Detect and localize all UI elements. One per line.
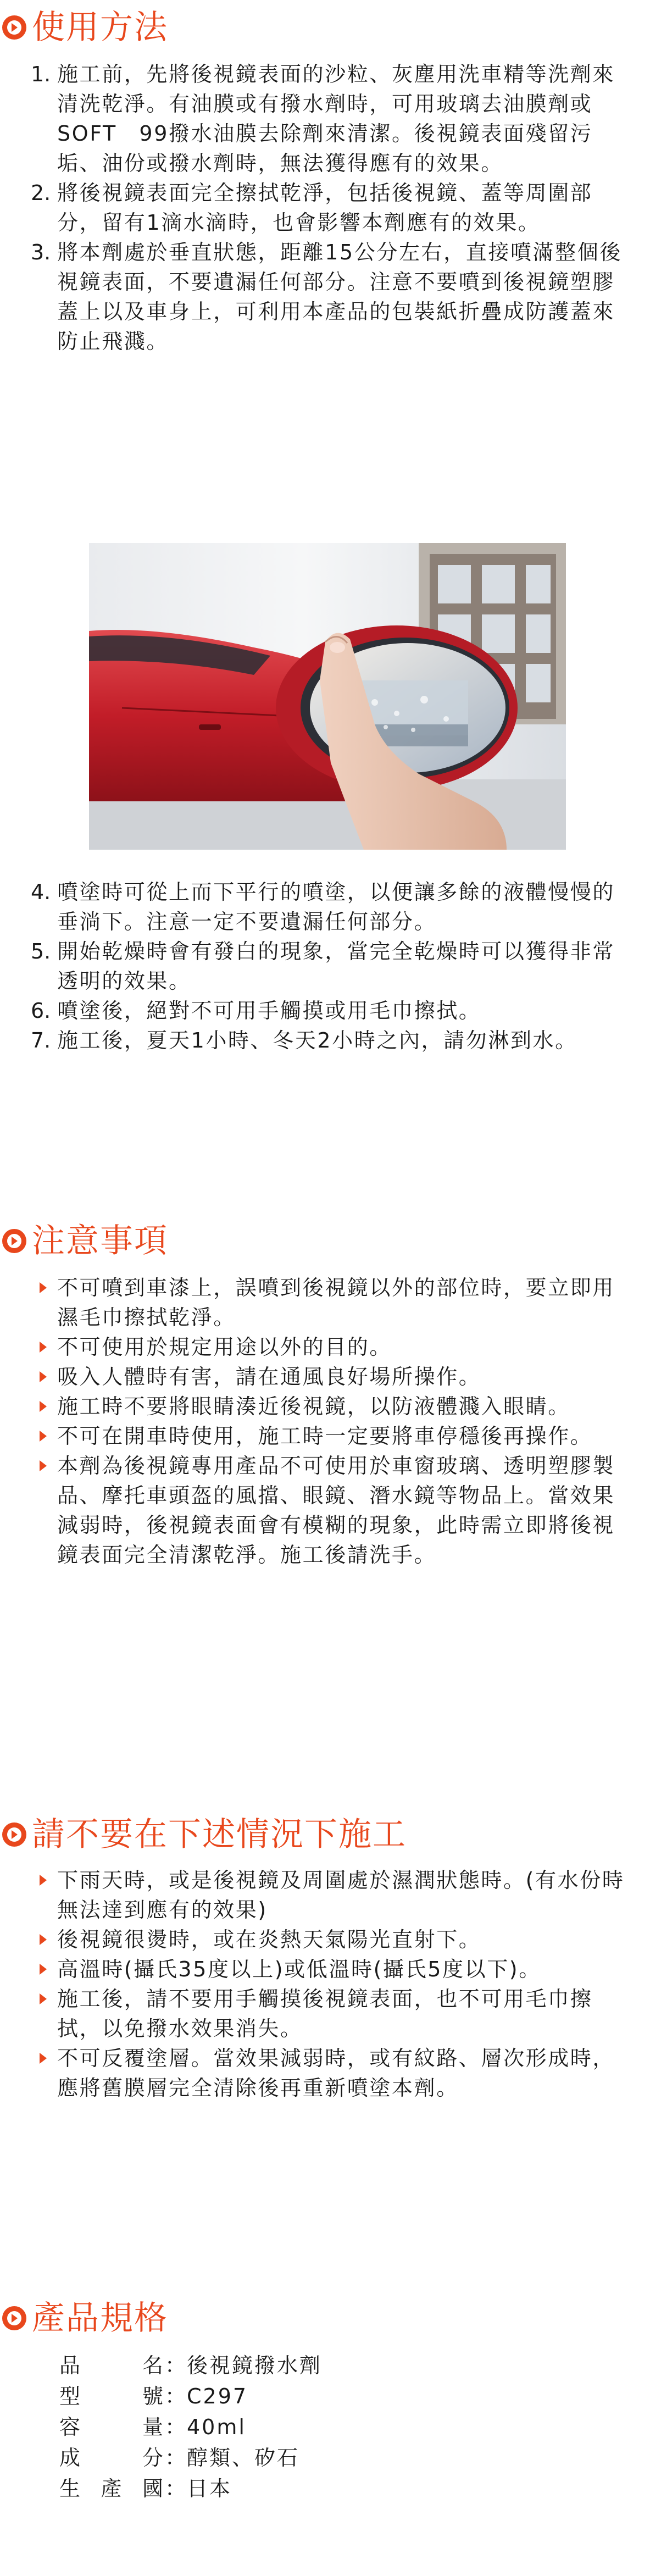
caution-item — [0, 1392, 629, 1421]
usage-step — [0, 877, 629, 937]
spec-row — [59, 2473, 322, 2504]
avoid-item — [0, 1984, 629, 2043]
step-text: 施工前，先將後視鏡表面的沙粒、灰塵用洗車精等洗劑來清洗乾淨。有油膜或有撥水劑時，可用玻璃去油膜劑或SOFT 99撥水油膜去除劑來清潔。後視鏡表面殘留污垢、油份或撥水劑時，無法獲得應有的效果。 — [57, 62, 615, 175]
product-application-photo — [89, 543, 566, 850]
step-number: 2. — [31, 181, 51, 205]
spec-row — [59, 2381, 322, 2412]
spec-row — [59, 2412, 322, 2442]
usage-step — [0, 937, 629, 996]
step-number: 5. — [31, 939, 51, 963]
step-text: 施工後，夏天1小時、冬天2小時之內，請勿淋到水。 — [57, 1028, 577, 1052]
caution-item — [0, 1451, 629, 1570]
play-circle-icon — [2, 1822, 26, 1847]
play-circle-icon — [2, 15, 26, 40]
spec-colon: ： — [165, 2477, 188, 2501]
caution-title: 注意事項 — [32, 1222, 168, 1260]
spec-label: 型 號 — [59, 2384, 165, 2408]
step-text: 噴塗時可從上而下平行的噴塗，以便讓多餘的液體慢慢的垂淌下。注意一定不要遺漏任何部分。 — [57, 880, 615, 934]
caution-item-text: 不可在開車時使用，施工時一定要將車停穩後再操作。 — [57, 1424, 593, 1448]
spec-label: 成 分 — [59, 2446, 165, 2470]
spec-colon: ： — [165, 2353, 188, 2378]
spec-value: C297 — [187, 2384, 248, 2408]
triangle-bullet-icon — [40, 1964, 47, 1975]
spec-row — [59, 2350, 322, 2381]
caution-item-text: 不可噴到車漆上，誤噴到後視鏡以外的部位時，要立即用濕毛巾擦拭乾淨。 — [57, 1276, 615, 1329]
avoid-item-text: 後視鏡很燙時，或在炎熱天氣陽光直射下。 — [57, 1927, 481, 1952]
caution-item — [0, 1332, 629, 1362]
step-number: 7. — [31, 1028, 51, 1052]
usage-title: 使用方法 — [32, 8, 168, 47]
avoid-item — [0, 1954, 629, 1984]
avoid-title: 請不要在下述情況下施工 — [32, 1815, 407, 1854]
caution-item-text: 施工時不要將眼睛湊近後視鏡，以防液體濺入眼睛。 — [57, 1394, 570, 1419]
avoid-item-text: 不可反覆塗層。當效果減弱時，或有紋路、層次形成時，應將舊膜層完全清除後再重新噴塗本劑。 — [57, 2046, 615, 2100]
triangle-bullet-icon — [40, 1371, 47, 1382]
usage-step — [0, 996, 629, 1026]
step-text: 將後視鏡表面完全擦拭乾淨，包括後視鏡、蓋等周圍部分，留有1滴水滴時，也會影響本劑應有的效果。 — [57, 181, 593, 235]
usage-step — [0, 59, 629, 178]
spec-value: 後視鏡撥水劑 — [187, 2353, 323, 2378]
caution-item-text: 吸入人體時有害，請在通風良好場所操作。 — [57, 1365, 481, 1389]
spec-row — [59, 2442, 322, 2473]
spec-title: 產品規格 — [32, 2299, 168, 2337]
triangle-bullet-icon — [40, 1431, 47, 1442]
spec-label: 品 名 — [59, 2353, 165, 2378]
avoid-item — [0, 1925, 629, 1954]
avoid-item — [0, 2043, 629, 2103]
spec-heading — [2, 2295, 168, 2341]
caution-item — [0, 1421, 629, 1451]
spec-label: 生 產 國 — [59, 2477, 165, 2501]
play-circle-icon — [2, 1229, 26, 1253]
caution-heading — [2, 1218, 168, 1264]
step-number: 4. — [31, 880, 51, 904]
caution-item-text: 本劑為後視鏡專用產品不可使用於車窗玻璃、透明塑膠製品、摩托車頭盔的風擋、眼鏡、潛水鏡等物品上。當效果減弱時，後視鏡表面會有模糊的現象，此時需立即將後視鏡表面完全清潔乾淨。施工後請洗手。 — [57, 1454, 615, 1567]
spec-value: 日本 — [187, 2477, 232, 2501]
spec-table — [59, 2350, 322, 2504]
spec-value: 醇類、矽石 — [187, 2446, 300, 2470]
triangle-bullet-icon — [40, 2053, 47, 2064]
avoid-item-text: 施工後，請不要用手觸摸後視鏡表面，也不可用毛巾擦拭，以免撥水效果消失。 — [57, 1987, 593, 2041]
spec-colon: ： — [165, 2415, 188, 2439]
caution-item — [0, 1273, 629, 1332]
triangle-bullet-icon — [40, 1401, 47, 1412]
spec-label: 容 量 — [59, 2415, 165, 2439]
triangle-bullet-icon — [40, 1282, 47, 1293]
usage-step — [0, 1026, 629, 1055]
usage-steps-list-continued — [0, 877, 629, 1055]
usage-step — [0, 178, 629, 237]
step-text: 開始乾燥時會有發白的現象，當完全乾燥時可以獲得非常透明的效果。 — [57, 939, 615, 993]
avoid-item-text: 下雨天時，或是後視鏡及周圍處於濕潤狀態時。(有水份時無法達到應有的效果) — [57, 1868, 625, 1922]
usage-heading — [2, 4, 168, 51]
spec-colon: ： — [165, 2384, 188, 2408]
step-number: 3. — [31, 240, 51, 264]
caution-item-text: 不可使用於規定用途以外的目的。 — [57, 1335, 392, 1359]
play-circle-icon — [2, 2306, 26, 2330]
usage-steps-list — [0, 59, 629, 356]
triangle-bullet-icon — [40, 1875, 47, 1886]
spec-colon: ： — [165, 2446, 188, 2470]
step-text: 將本劑處於垂直狀態，距離15公分左右，直接噴滿整個後視鏡表面，不要遺漏任何部分。注意不要噴到後視鏡塑膠蓋上以及車身上，可利用本產品的包裝紙折疊成防護蓋來防止飛濺。 — [57, 240, 622, 353]
spec-value: 40ml — [187, 2415, 246, 2439]
avoid-item-text: 高溫時(攝氏35度以上)或低溫時(攝氏5度以下)。 — [57, 1957, 541, 1981]
triangle-bullet-icon — [40, 1460, 47, 1471]
caution-item — [0, 1362, 629, 1392]
avoid-item — [0, 1865, 629, 1925]
step-text: 噴塗後，絕對不可用手觸摸或用毛巾擦拭。 — [57, 999, 481, 1023]
step-number: 1. — [31, 62, 51, 86]
step-number: 6. — [31, 999, 51, 1023]
avoid-list — [0, 1865, 629, 2103]
triangle-bullet-icon — [40, 1993, 47, 2004]
caution-list — [0, 1273, 629, 1570]
avoid-heading — [2, 1811, 407, 1858]
usage-step — [0, 237, 629, 356]
triangle-bullet-icon — [40, 1934, 47, 1945]
triangle-bullet-icon — [40, 1342, 47, 1353]
